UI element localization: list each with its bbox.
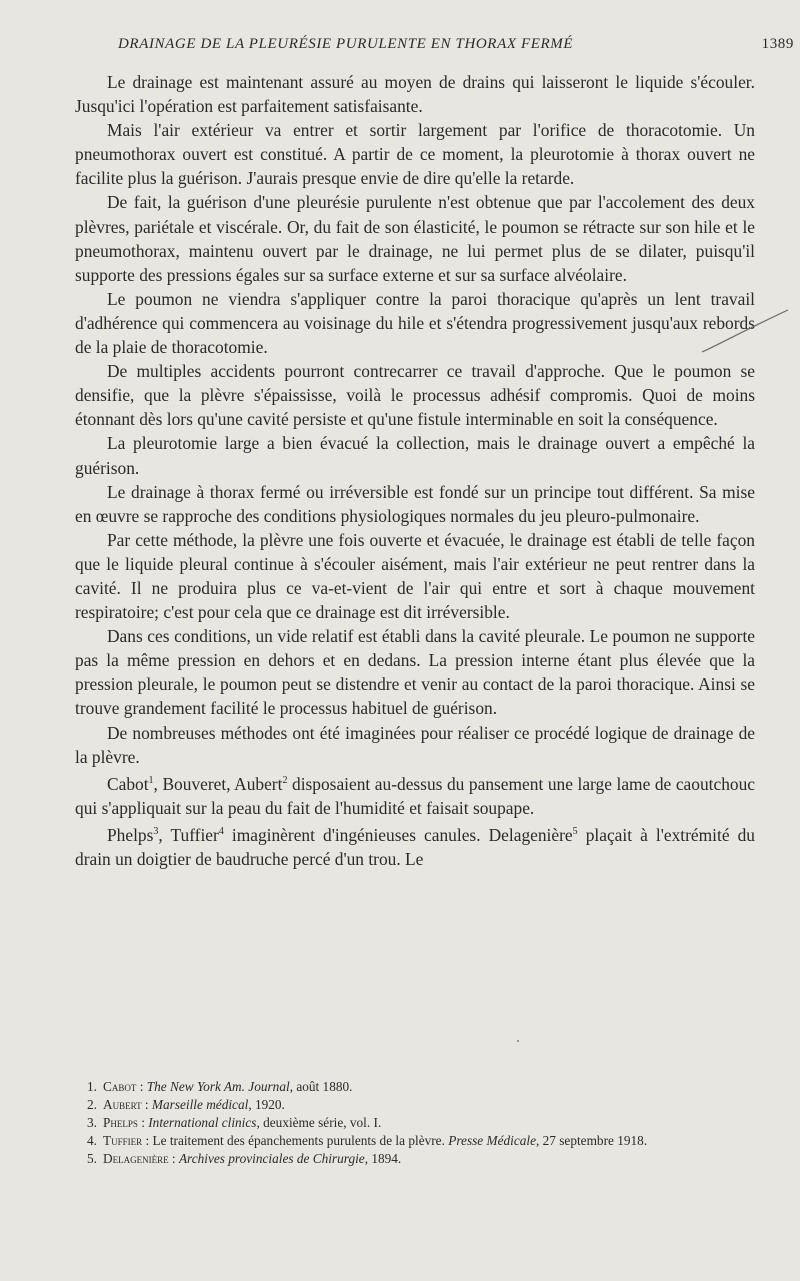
paragraph: Le drainage à thorax fermé ou irréversible est fondé sur un principe tout différent. Sa mise en œuvre se rapproche des conditions physiologiques normales du jeu pleuro-pulmonaire. — [75, 481, 755, 526]
paragraph: La pleurotomie large a bien évacué la collection, mais le drainage ouvert a empêché la guérison. — [75, 433, 755, 478]
paragraph: Le drainage est maintenant assuré au moyen de drains qui laisseront le liquide s'écouler. Jusqu'ici l'opération est parfaitement satisfaisante. — [75, 72, 755, 117]
paragraph-phelps — [75, 820, 755, 871]
footnote: 4. Tuffier : Le traitement des épanchements purulents de la plèvre. Presse Médicale, 27 septembre 1918. — [87, 1133, 648, 1148]
paragraph: Dans ces conditions, un vide relatif est établi dans la cavité pleurale. Le poumon ne supporte pas la même pression en dehors et en dedans. La pression interne étant plus élevée que la pression pleurale, le poumon peut se distendre et venir au contact de la paroi thoracique. Ainsi se trouve grandement facilité le processus habituel de guérison. — [75, 626, 755, 719]
author-tuffier: , Tuffier — [158, 824, 219, 845]
footnote: 3. Phelps : International clinics, deuxième série, vol. I. — [87, 1115, 382, 1130]
footnote-ref[interactable]: 5 — [572, 825, 578, 837]
paragraph: Mais l'air extérieur va entrer et sortir largement par l'orifice de thoracotomie. Un pneumothorax ouvert est constitué. A partir de ce moment, la pleurotomie à thorax ouvert ne facilite plus la guérison. J'aurais presque envie de dire qu'elle la retarde. — [75, 120, 755, 189]
footnote: 5. Delagenière : Archives provinciales de Chirurgie, 1894. — [87, 1151, 402, 1166]
footnote: 1. Cabot : The New York Am. Journal, août 1880. — [87, 1079, 353, 1094]
paragraph-text: disposaient au-dessus du pansement une large lame de caoutchouc qui s'appliquait sur la peau du fait de l'humidité et faisait soupape. — [75, 773, 756, 818]
footnote-ref[interactable]: 4 — [218, 825, 224, 837]
author-cabot: Cabot — [107, 773, 149, 794]
page-header — [118, 36, 794, 60]
paragraph-cabot — [75, 769, 755, 820]
pencil-mark — [700, 300, 790, 360]
author-list: , Bouveret, Aubert — [153, 773, 283, 794]
paragraph: De multiples accidents pourront contrecarrer ce travail d'approche. Que le poumon se densifie, que la plèvre s'épaississe, voilà le processus adhésif compromis. Quoi de moins étonnant dès lors qu'une cavité persiste et qu'une fistule interminable en soit la conséquence. — [75, 361, 755, 430]
paragraph: De nombreuses méthodes ont été imaginées pour réaliser ce procédé logique de drainage de la plèvre. — [75, 722, 755, 767]
paragraph-text: imaginèrent d'ingénieuses canules. Delagenière — [223, 824, 573, 845]
running-title: DRAINAGE DE LA PLEURÉSIE PURULENTE EN THORAX FERMÉ — [118, 36, 574, 52]
footnote-ref[interactable]: 1 — [148, 774, 154, 786]
paragraph: De fait, la guérison d'une pleurésie purulente n'est obtenue que par l'accolement des deux plèvres, pariétale et viscérale. Or, du fait de son élasticité, le poumon se rétracte sur son hile et le pneumothorax, maintenu ouvert par le drainage, ne lui permet plus de se dilater, puisqu'il supporte des pressions égales sur sa surface externe et sur sa surface alvéolaire. — [75, 192, 755, 285]
footnote-ref[interactable]: 2 — [282, 774, 288, 786]
paragraph: Le poumon ne viendra s'appliquer contre la paroi thoracique qu'après un lent travail d'adhérence qui commencera au voisinage du hile et s'étendra progressivement jusqu'aux rebords de la plaie de thoracotomie. — [75, 288, 755, 358]
page-number: 1389 — [761, 36, 794, 52]
footnote: 2. Aubert : Marseille médical, 1920. — [87, 1097, 285, 1112]
body-text — [75, 70, 755, 871]
ink-dot — [517, 1040, 519, 1042]
footnote-ref[interactable]: 3 — [153, 825, 159, 837]
paragraph-text: plaçait à l'extrémité du drain un doigtier de baudruche percé d'un trou. Le — [75, 824, 755, 869]
paragraph: Par cette méthode, la plèvre une fois ouverte et évacuée, le drainage est établi de telle façon que le liquide pleural continue à s'écouler aisément, mais l'air extérieur ne peut rentrer dans la cavité. Il ne produira plus ce va-et-vient de l'air qui entre et sort à chaque mouvement respiratoire; c'est pour cela que ce drainage est dit irréversible. — [75, 529, 755, 623]
footnotes — [75, 1078, 755, 1168]
author-phelps: Phelps — [107, 824, 154, 845]
